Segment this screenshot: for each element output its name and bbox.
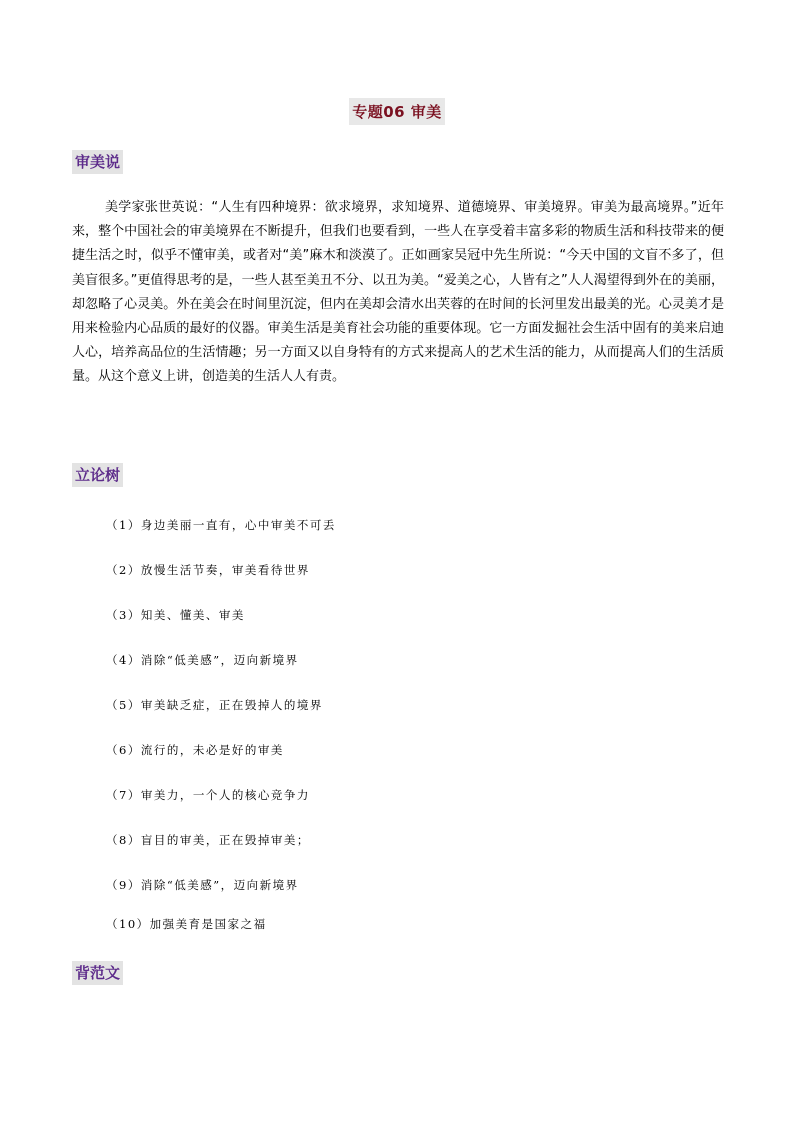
section-heading-model-essay: 背范文 — [72, 961, 123, 985]
argument-item-7: （7）审美力，一个人的核心竞争力 — [106, 788, 310, 802]
aesthetics-paragraph: 美学家张世英说：“人生有四种境界：欲求境界，求知境界、道德境界、审美境界。审美为最高境界。”近年来，整个中国社会的审美境界在不断提升，但我们也要看到，一些人在享受着丰富多彩的物质生活和科技带来的便捷生活之时，似乎不懂审美，或者对“美”麻木和淡漠了。正如画家吴冠中先生所说：“今天中国的文盲不多了，但美盲很多。”更值得思考的是，一些人甚至美丑不分、以丑为美。“爱美之心，人皆有之”人人渴望得到外在的美丽，却忽略了心灵美。外在美会在时间里沉淀，但内在美却会清水出芙蓉的在时间的长河里发出最美的光。心灵美才是用来检验内心品质的最好的仪器。审美生活是美育社会功能的重要体现。它一方面发掘社会生活中固有的美来启迪人心，培养高品位的生活情趣；另一方面又以自身特有的方式来提高人的艺术生活的能力，从而提高人们的生活质量。从这个意义上讲，创造美的生活人人有责。 — [72, 200, 724, 385]
argument-item-5: （5）审美缺乏症，正在毁掉人的境界 — [106, 698, 323, 712]
argument-item-8: （8）盲目的审美，正在毁掉审美； — [106, 833, 310, 847]
argument-item-6: （6）流行的，未必是好的审美 — [106, 743, 284, 757]
argument-item-1: （1）身边美丽一直有，心中审美不可丢 — [106, 518, 336, 532]
argument-item-2: （2）放慢生活节奏，审美看待世界 — [106, 563, 310, 577]
argument-item-10: （10）加强美育是国家之福 — [106, 917, 267, 931]
page-title — [0, 98, 794, 125]
section-heading-arguments: 立论树 — [72, 463, 123, 487]
argument-item-9: （9）消除“低美感”，迈向新境界 — [106, 878, 299, 892]
section-heading-aesthetics-talk: 审美说 — [72, 150, 123, 174]
argument-item-3: （3）知美、懂美、审美 — [106, 608, 245, 622]
page-title-text: 专题06 审美 — [349, 98, 445, 125]
argument-item-4: （4）消除“低美感”，迈向新境界 — [106, 653, 299, 667]
